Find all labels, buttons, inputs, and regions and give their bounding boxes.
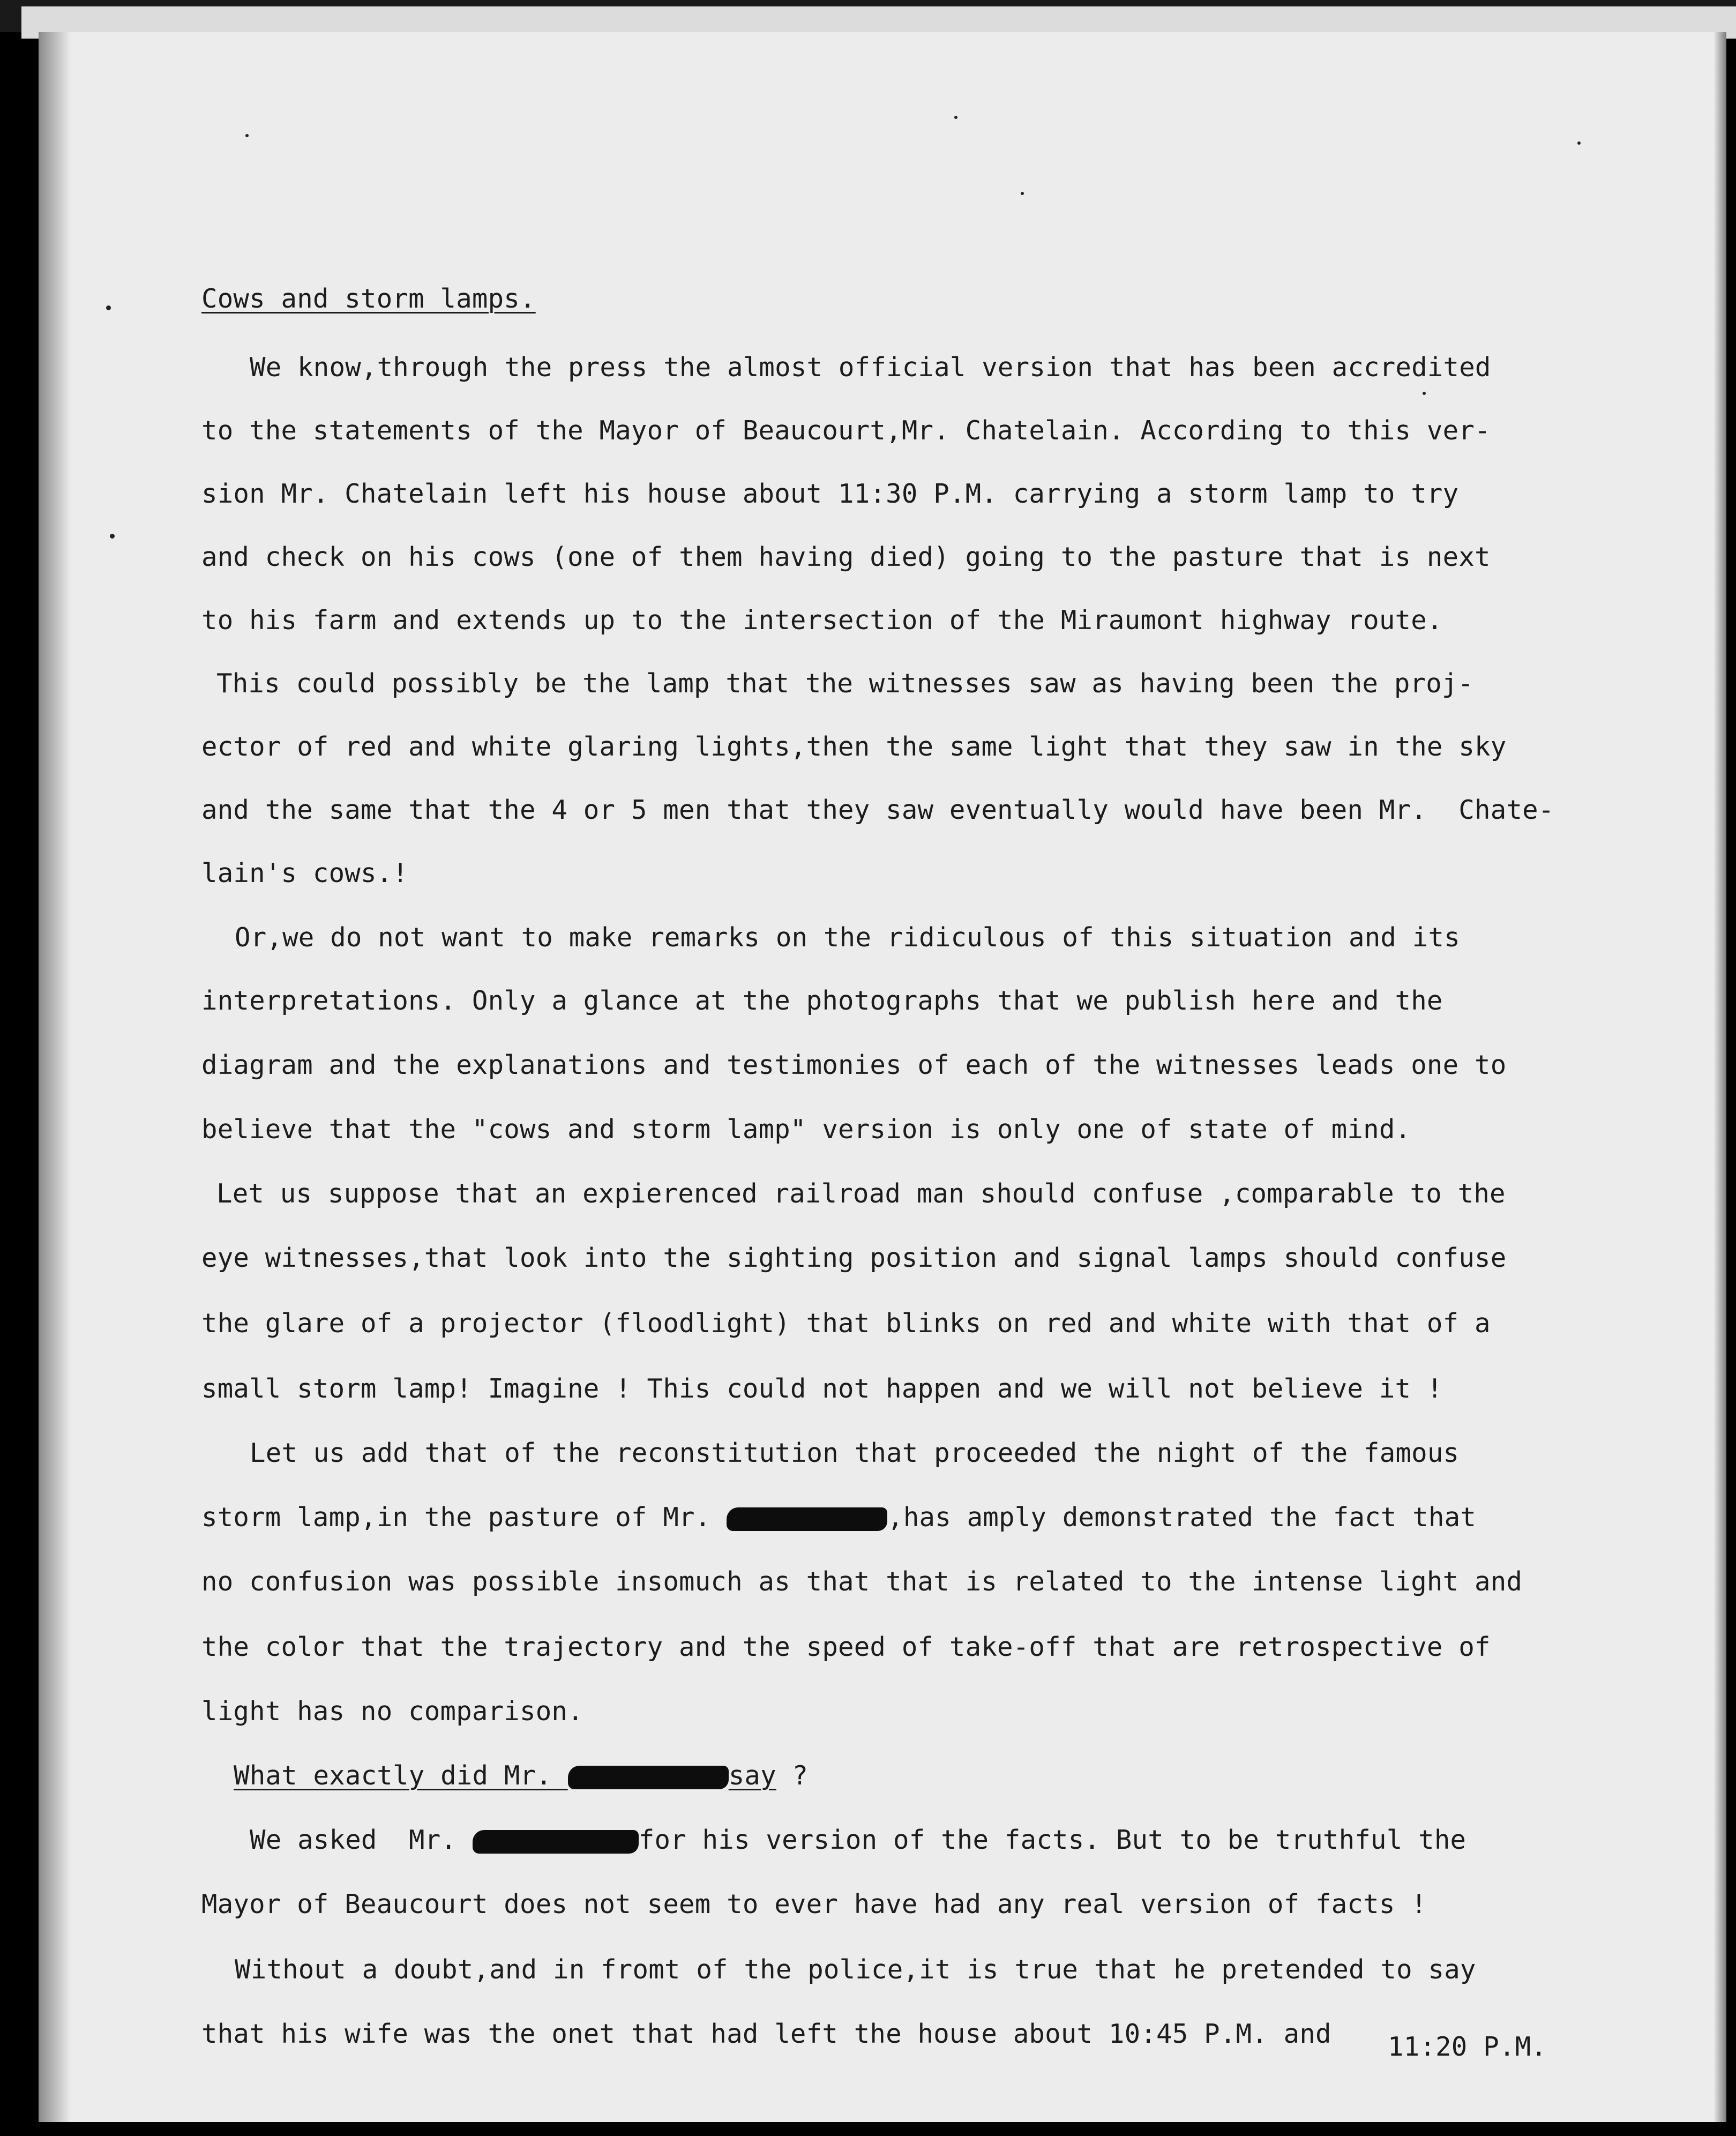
text-line: interpretations. Only a glance at the photographs that we publish here and the (201, 985, 1443, 1016)
text-line: Let us suppose that an expierenced railroad man should confuse ,comparable to the (216, 1178, 1506, 1209)
subheading (234, 1760, 808, 1792)
subheading-end: ? (776, 1760, 809, 1791)
text-line: to his farm and extends up to the intersection of the Miraumont highway route. (201, 605, 1443, 636)
margin-speck (954, 116, 957, 119)
text-line: no confusion was possible insomuch as that that is related to the intense light and (201, 1566, 1523, 1597)
text-line: light has no comparison. (201, 1696, 583, 1727)
text-line: that his wife was the onet that had left the house about 10:45 P.M. and (201, 2019, 1331, 2049)
text-line: ector of red and white glaring lights,then the same light that they saw in the sky (201, 731, 1507, 762)
subheading-text: What exactly did Mr. (234, 1760, 568, 1791)
margin-speck (245, 134, 249, 137)
text-line: the glare of a projector (floodlight) that blinks on red and white with that of a (201, 1308, 1491, 1339)
text-segment: We asked Mr. (250, 1825, 457, 1855)
margin-speck (110, 534, 115, 539)
text-segment: for his version of the facts. But to be truthful the (638, 1825, 1466, 1855)
redaction-mark (568, 1766, 729, 1789)
text-line: and check on his cows (one of them having died) going to the pasture that is next (201, 542, 1491, 572)
text-line: This could possibly be the lamp that the witnesses saw as having been the proj- (216, 668, 1474, 699)
text-line: Let us add that of the reconstitution that proceeded the night of the famous (250, 1438, 1460, 1468)
text-line: and the same that the 4 or 5 men that they saw eventually would have been Mr. Chate- (201, 795, 1554, 825)
subheading-text: say (728, 1760, 776, 1791)
margin-speck (1577, 141, 1581, 145)
text-line: Mayor of Beaucourt does not seem to ever have had any real version of facts ! (201, 1889, 1427, 1920)
text-line: We know,through the press the almost official version that has been accredited (250, 352, 1491, 383)
text-line: Or,we do not want to make remarks on the ridiculous of this situation and its (235, 922, 1460, 953)
text-line: small storm lamp! Imagine ! This could not happen and we will not believe it ! (201, 1373, 1443, 1404)
margin-speck (1021, 192, 1024, 195)
text-line: sion Mr. Chatelain left his house about 11:30 P.M. carrying a storm lamp to try (201, 479, 1459, 509)
text-line: eye witnesses,that look into the sighting position and signal lamps should confuse (201, 1243, 1507, 1273)
text-line: lain's cows.! (201, 858, 409, 888)
redaction-mark (473, 1830, 639, 1854)
text-line: believe that the "cows and storm lamp" version is only one of state of mind. (201, 1114, 1411, 1145)
text-line: the color that the trajectory and the speed of take-off that are retrospective of (201, 1632, 1491, 1662)
text-line-redacted (250, 1824, 1466, 1856)
text-line-redacted (201, 1502, 1476, 1534)
margin-speck (1423, 392, 1426, 395)
text-line: Without a doubt,and in fromt of the police,it is true that he pretended to say (235, 1954, 1476, 1985)
text-line: diagram and the explanations and testimonies of each of the witnesses leads one to (201, 1050, 1507, 1080)
text-line: to the statements of the Mayor of Beaucourt,Mr. Chatelain. According to this ver- (201, 415, 1491, 446)
text-segment: storm lamp,in the pasture of Mr. (201, 1502, 727, 1533)
text-segment: ,has amply demonstrated the fact that (887, 1502, 1477, 1533)
page-shadow-right (1713, 32, 1726, 2122)
redaction-mark (727, 1507, 887, 1531)
time-note: 11:20 P.M. (1388, 2032, 1547, 2062)
page-shadow-left (39, 32, 71, 2122)
margin-speck (106, 305, 111, 310)
section-heading: Cows and storm lamps. (201, 283, 536, 314)
